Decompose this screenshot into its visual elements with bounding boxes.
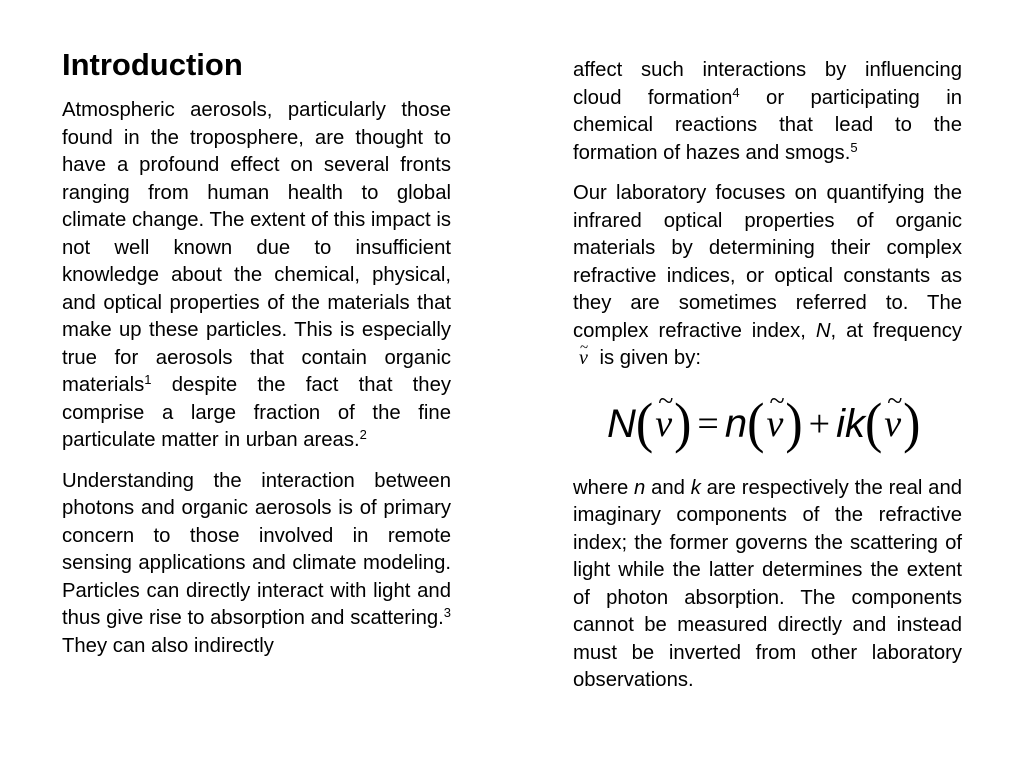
paragraph-text: They can also indirectly <box>62 634 274 657</box>
symbol-N: N <box>815 319 831 342</box>
paragraph-text: Our laboratory focuses on quantifying the infrared optical properties of organic materials by determining their complex refractive indices, or optical constants as they are sometimes referred to. The complex refractive index, <box>573 182 962 342</box>
paragraph-text: are respectively the real and imaginary components of the refractive index; the former governs the scattering of light while the latter determines the extent of photon absorption. The components cannot be measured directly and instead must be inverted from other laboratory observations. <box>573 476 963 691</box>
refractive-index-equation <box>607 389 962 459</box>
paragraph-text: Atmospheric aerosols, particularly those found in the troposphere, are thought to have a profound effect on several fronts ranging from human health to global climate change. The extent of this impact is not well known due to insufficient knowledge about the chemical, physical, and optical properties of the materials that make up these particles. This is especially true for aerosols that contain organic materials <box>62 99 451 396</box>
paragraph-text: Understanding the interaction between photons and organic aerosols is of primary concern to those involved in remote sensing applications and climate modeling. Particles can directly interact with light and thus give rise to absorption and scattering. <box>62 469 451 629</box>
equation-paren-open: ( <box>635 392 654 454</box>
paragraph-text: is given by: <box>593 347 701 369</box>
paragraph-text: where <box>573 476 635 499</box>
equation-paren-open: ( <box>747 392 765 454</box>
paragraph-aerosols-intro <box>62 97 451 455</box>
paragraph-text: or participating in chemical reactions that lead to the formation of hazes and smogs. <box>573 86 962 164</box>
symbol-n: n <box>634 476 646 499</box>
equation-paren-close: ) <box>903 392 921 454</box>
symbol-k: k <box>690 476 701 499</box>
symbol-nu-tilde: ~ ν <box>579 345 588 373</box>
equation-nu-tilde: ~ ν <box>655 389 672 459</box>
equation-paren-close: ) <box>674 392 692 454</box>
equation-nu-tilde: ~ ν <box>884 389 901 459</box>
section-heading: Introduction <box>62 47 243 82</box>
equation-plus: + <box>808 402 831 445</box>
paragraph-text: despite the fact that they comprise a large fraction of the fine particulate matter in urban areas. <box>62 374 451 451</box>
equation-nu-tilde: ~ ν <box>766 389 783 459</box>
citation-ref-2: 2 <box>359 427 367 442</box>
equation-equals: = <box>697 402 719 445</box>
citation-ref-4: 4 <box>732 84 740 100</box>
equation-n: n <box>724 401 748 446</box>
paragraph-text: , at frequency <box>830 319 963 342</box>
paragraph-laboratory-focus <box>573 180 962 373</box>
citation-ref-3: 3 <box>443 605 451 620</box>
citation-ref-5: 5 <box>850 139 858 155</box>
paragraph-components <box>573 475 962 695</box>
paragraph-text: affect such interactions by influencing cloud formation <box>573 59 962 109</box>
right-column <box>573 57 962 708</box>
equation-paren-open: ( <box>864 392 883 454</box>
equation-ik: ik <box>836 401 865 446</box>
equation-paren-close: ) <box>785 392 803 454</box>
paragraph-photon-interaction <box>62 468 451 661</box>
left-column <box>62 44 451 673</box>
citation-ref-1: 1 <box>144 372 152 387</box>
equation-lhs-N: N <box>607 401 636 446</box>
paragraph-continuation <box>573 57 962 167</box>
paragraph-text: and <box>645 476 691 499</box>
